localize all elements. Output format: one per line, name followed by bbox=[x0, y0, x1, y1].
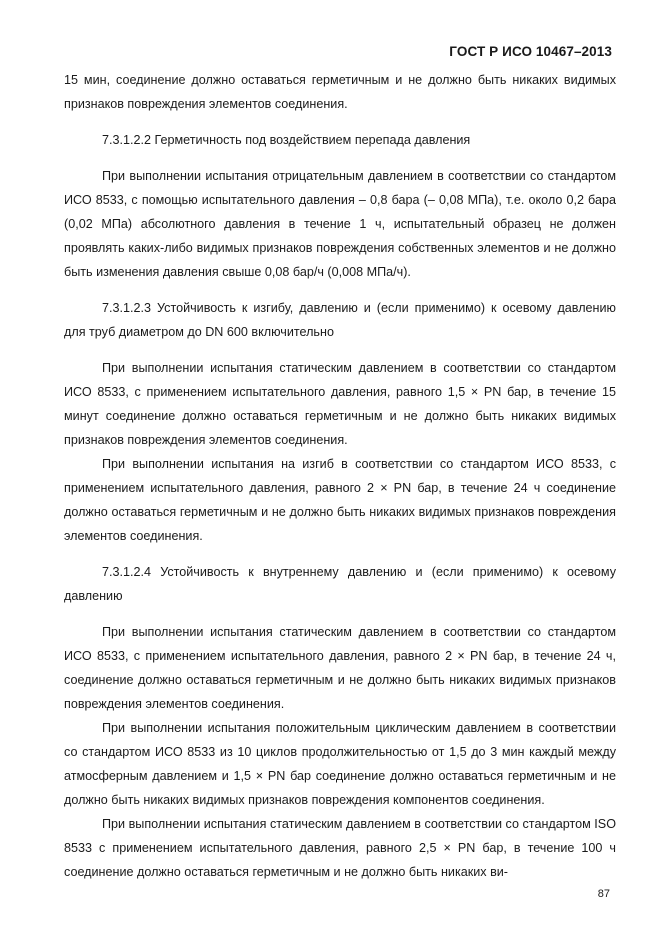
paragraph-static-pressure-2-5: При выполнении испытания статическим давлением в соответствии со стандартом ISO 8533 с применением испытательного давления, равного 2,5 × PN бар, в течение 100 ч соединение должно оставаться герметичным и не должно быть никаких ви- bbox=[64, 817, 616, 879]
paragraph-bending-test: При выполнении испытания на изгиб в соответствии со стандартом ИСО 8533, с применением испытательного давления, равного 2 × PN бар, в течение 24 ч соединение должно оставаться герметичным и не должно быть никаких видимых признаков повреждения элементов соединения. bbox=[64, 457, 616, 543]
paragraph-cyclic-pressure: При выполнении испытания положительным циклическим давлением в соответствии со стандартом ИСО 8533 из 10 циклов продолжительностью от 1,5 до 3 мин каждый между атмосферным давлением и 1,5 × PN бар соединение должно оставаться герметичным и не должно быть никаких видимых признаков повреждения компонентов соединения. bbox=[64, 721, 616, 807]
document-body bbox=[64, 68, 616, 884]
paragraph-continuation: 15 мин, соединение должно оставаться герметичным и не должно быть никаких видимых признаков повреждения элементов соединения. bbox=[64, 73, 616, 111]
section-heading-7-3-1-2-2: 7.3.1.2.2 Герметичность под воздействием перепада давления bbox=[102, 133, 471, 147]
section-heading-7-3-1-2-3: 7.3.1.2.3 Устойчивость к изгибу, давлению и (если применимо) к осевому давлению для труб диаметром до DN 600 включительно bbox=[64, 301, 616, 339]
document-code-header: ГОСТ Р ИСО 10467–2013 bbox=[449, 44, 612, 59]
section-heading-7-3-1-2-4: 7.3.1.2.4 Устойчивость к внутреннему давлению и (если применимо) к осевому давлению bbox=[64, 565, 616, 603]
paragraph-negative-pressure: При выполнении испытания отрицательным давлением в соответствии со стандартом ИСО 8533, с помощью испытательного давления – 0,8 бара (– 0,08 МПа), т.е. около 0,2 бара (0,02 МПа) абсолютного давления в течение 1 ч, испытательный образец не должен проявлять каких-либо видимых признаков повреждения собственных элементов и не должно быть изменения давления свыше 0,08 бар/ч (0,008 МПа/ч). bbox=[64, 169, 616, 279]
paragraph-static-pressure-2: При выполнении испытания статическим давлением в соответствии со стандартом ИСО 8533, с применением испытательного давления, равного 2 × PN бар, в течение 24 ч, соединение должно оставаться герметичным и не должно быть никаких видимых признаков повреждения элементов соединения. bbox=[64, 625, 616, 711]
paragraph-static-pressure-1-5: При выполнении испытания статическим давлением в соответствии со стандартом ИСО 8533, с применением испытательного давления, равного 1,5 × PN бар, в течение 15 минут соединение должно оставаться герметичным и не должно быть никаких видимых признаков повреждения элементов соединения. bbox=[64, 361, 616, 447]
page-number: 87 bbox=[597, 888, 610, 900]
